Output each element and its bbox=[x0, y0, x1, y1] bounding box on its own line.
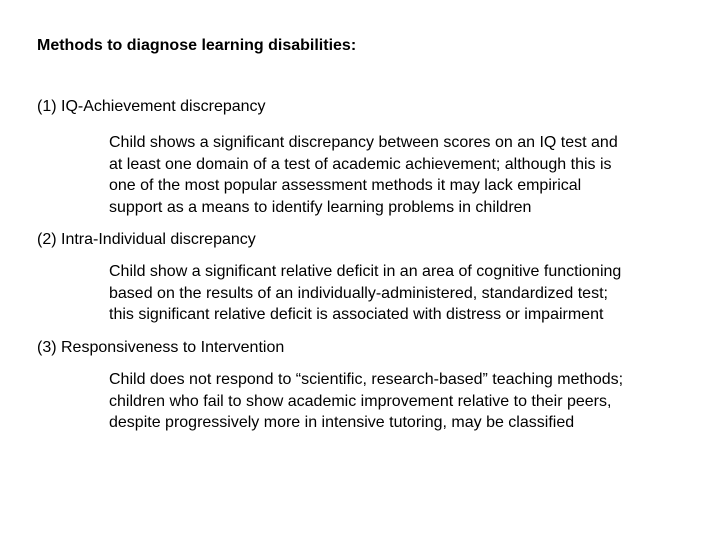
method-2-line: based on the results of an individually-administered, standardized test; bbox=[109, 284, 608, 302]
method-2-line: Child show a significant relative deficit in an area of cognitive functioning bbox=[109, 263, 622, 280]
method-3-line: children who fail to show academic improvement relative to their peers, bbox=[109, 392, 612, 410]
method-3-heading: (3) Responsiveness to Intervention bbox=[37, 339, 285, 356]
method-1-line: at least one domain of a test of academic achievement; although this is bbox=[109, 155, 612, 173]
method-2-heading: (2) Intra-Individual discrepancy bbox=[37, 231, 256, 248]
method-1-description bbox=[109, 132, 709, 218]
method-1-line: one of the most popular assessment methods it may lack empirical bbox=[109, 177, 582, 194]
slide-title: Methods to diagnose learning disabilities: bbox=[37, 37, 357, 54]
method-2-description bbox=[109, 261, 709, 326]
method-3-line: despite progressively more in intensive tutoring, may be classified bbox=[109, 414, 575, 431]
method-3-line: Child does not respond to “scientific, research-based” teaching methods; bbox=[109, 371, 624, 388]
method-3-description bbox=[109, 369, 709, 434]
method-1-line: support as a means to identify learning problems in children bbox=[109, 198, 532, 216]
method-1-line: Child shows a significant discrepancy between scores on an IQ test and bbox=[109, 134, 618, 151]
method-1-heading: (1) IQ-Achievement discrepancy bbox=[37, 98, 266, 115]
method-2-line: this significant relative deficit is associated with distress or impairment bbox=[109, 306, 604, 323]
